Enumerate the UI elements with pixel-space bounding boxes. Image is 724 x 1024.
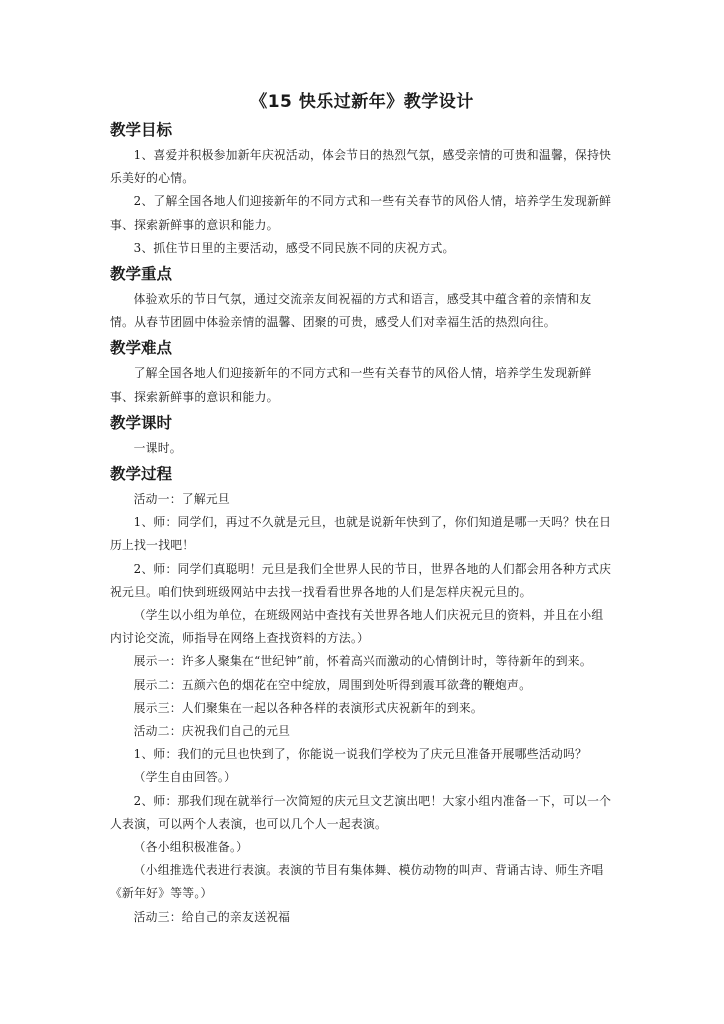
process-paragraph-3: 2、师：同学们真聪明！元旦是我们全世界人民的节日，世界各地的人们都会用各种方式庆祝元旦。咱们快到班级网站中去找一找看看世界各地的人们是怎样庆祝元旦的。 <box>110 561 612 599</box>
section-heading-hours: 教学课时 <box>110 413 173 432</box>
document-content <box>110 92 614 929</box>
process-paragraph-6: 展示二：五颜六色的烟花在空中绽放，周围到处听得到震耳欲聋的鞭炮声。 <box>133 677 532 692</box>
process-paragraph-2: 1、师：同学们，再过不久就是元旦，也就是说新年快到了，你们知道是哪一天吗？快在日历上找一找吧！ <box>110 515 612 553</box>
section-heading-difficulties: 教学难点 <box>110 339 173 358</box>
section-heading-key-points: 教学重点 <box>110 265 173 284</box>
process-paragraph-5: 展示一：许多人聚集在“世纪钟”前，怀着高兴而激动的心情倒计时，等待新年的到来。 <box>133 654 592 669</box>
process-paragraph-4: （学生以小组为单位，在班级网站中查找有关世界各地人们庆祝元旦的资料，并且在小组内讨论交流，师指导在网络上查找资料的方法。） <box>110 608 604 646</box>
document-title: 《15 快乐过新年》教学设计 <box>250 92 474 112</box>
goals-paragraph-1: 1、喜爱并积极参加新年庆祝活动，体会节日的热烈气氛，感受亲情的可贵和温馨，保持快乐美好的心情。 <box>110 148 612 186</box>
process-paragraph-10: （学生自由回答。） <box>133 770 237 785</box>
key-points-paragraph-1: 体验欢乐的节日气氛，通过交流亲友间祝福的方式和语言，感受其中蕴含着的亲情和友情。从春节团圆中体验亲情的温馨、团聚的可贵，感受人们对幸福生活的热烈向往。 <box>110 292 592 330</box>
hours-paragraph-1: 一课时。 <box>133 440 182 455</box>
goals-paragraph-2: 2、了解全国各地人们迎接新年的不同方式和一些有关春节的风俗人情，培养学生发现新鲜事、探索新鲜事的意识和能力。 <box>110 194 612 232</box>
process-paragraph-12: （各小组积极准备。） <box>133 840 249 855</box>
section-heading-goals: 教学目标 <box>110 121 173 139</box>
process-paragraph-7: 展示三：人们聚集在一起以各种各样的表演形式庆祝新年的到来。 <box>133 700 483 715</box>
process-paragraph-11: 2、师：那我们现在就举行一次简短的庆元旦文艺演出吧！大家小组内准备一下，可以一个人表演，可以两个人表演，也可以几个人一起表演。 <box>110 793 612 831</box>
process-paragraph-9: 1、师：我们的元旦也快到了，你能说一说我们学校为了庆元旦准备开展哪些活动吗？ <box>133 747 588 762</box>
process-paragraph-13: （小组推选代表进行表演。表演的节目有集体舞、模仿动物的叫声、背诵古诗、师生齐唱《新年好》等等。） <box>110 863 604 901</box>
goals-paragraph-3: 3、抓住节日里的主要活动，感受不同民族不同的庆祝方式。 <box>133 240 455 255</box>
process-paragraph-8: 活动二：庆祝我们自己的元旦 <box>133 724 291 739</box>
section-heading-process: 教学过程 <box>110 465 173 484</box>
process-paragraph-1: 活动一：了解元旦 <box>133 492 230 507</box>
process-paragraph-14: 活动三：给自己的亲友送祝福 <box>133 909 291 924</box>
difficulties-paragraph-1: 了解全国各地人们迎接新年的不同方式和一些有关春节的风俗人情，培养学生发现新鲜事、探索新鲜事的意识和能力。 <box>110 366 592 404</box>
